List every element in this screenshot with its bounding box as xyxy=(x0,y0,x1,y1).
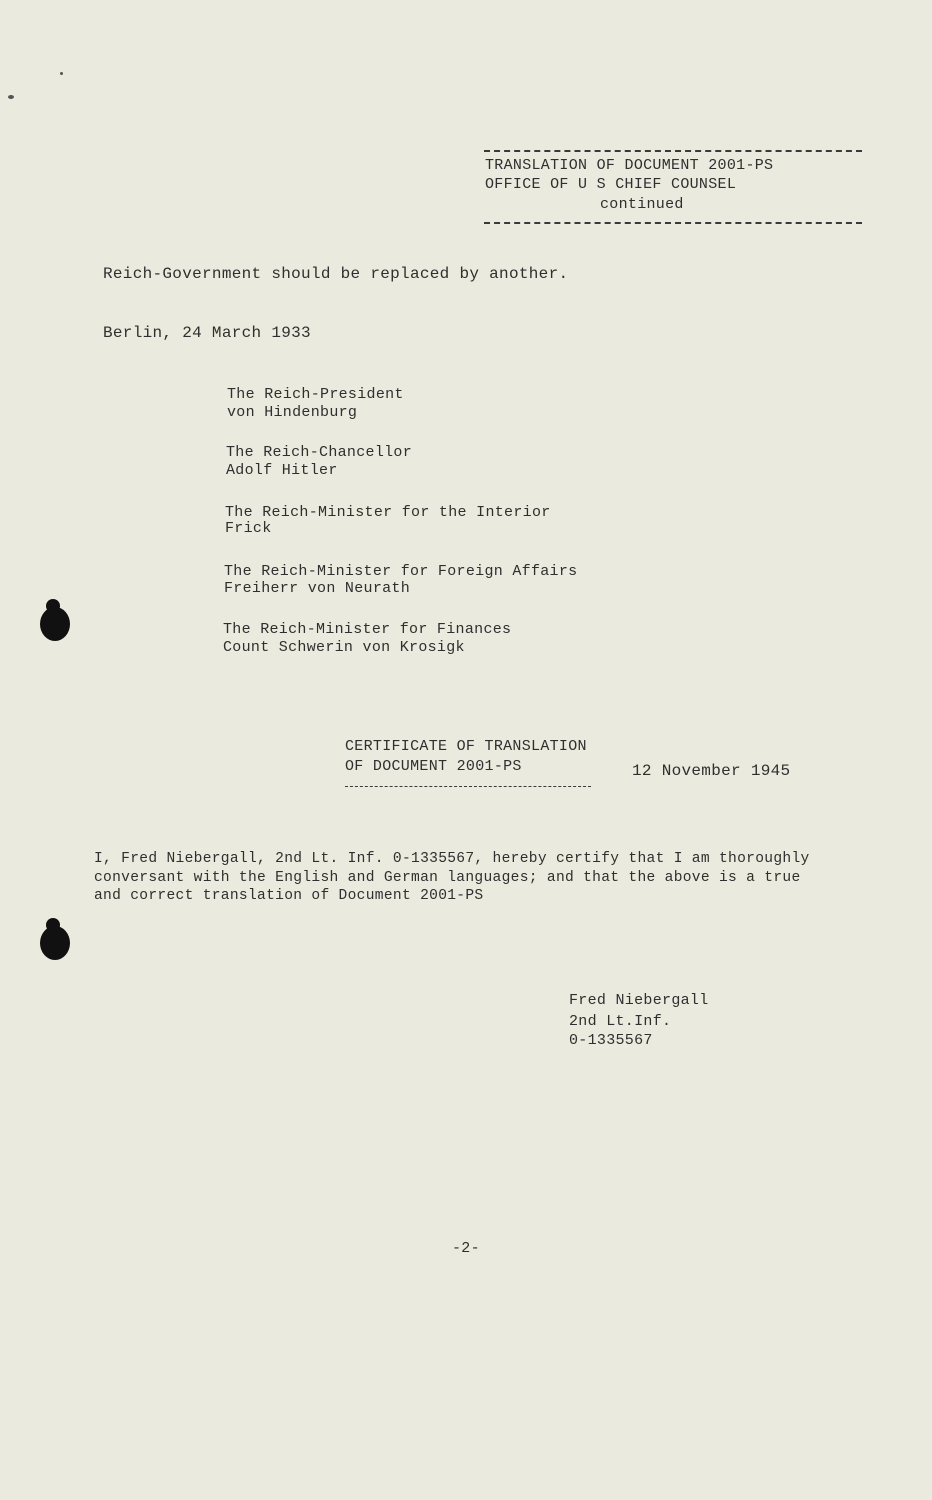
signatory-name: Freiherr von Neurath xyxy=(224,580,411,597)
page-number: -2- xyxy=(452,1240,480,1257)
header-rule-bottom xyxy=(484,222,862,224)
ink-speck xyxy=(60,72,63,75)
header-rule-top xyxy=(484,150,862,152)
signatory-name: Frick xyxy=(225,520,272,537)
punch-hole-lower xyxy=(40,926,70,960)
header-office: OFFICE OF U S CHIEF COUNSEL xyxy=(485,176,737,193)
signatory-name: von Hindenburg xyxy=(227,404,358,421)
signature-serial: 0-1335567 xyxy=(569,1032,653,1049)
certificate-rule xyxy=(345,786,591,787)
signatory-title: The Reich-Chancellor xyxy=(226,444,413,461)
certificate-text-line1: I, Fred Niebergall, 2nd Lt. Inf. 0-1335567, hereby certify that I am thoroughly xyxy=(94,851,810,867)
continuation-text: Reich-Government should be replaced by another. xyxy=(103,265,569,283)
certificate-document: OF DOCUMENT 2001-PS xyxy=(345,758,522,775)
certificate-date: 12 November 1945 xyxy=(632,762,791,780)
signatory-title: The Reich-Minister for Finances xyxy=(223,621,512,638)
certificate-text-line3: and correct translation of Document 2001-PS xyxy=(94,888,484,904)
signatory-title: The Reich-President xyxy=(227,386,404,403)
signatory-title: The Reich-Minister for the Interior xyxy=(225,504,551,521)
header-continued: continued xyxy=(600,196,684,213)
signatory-title: The Reich-Minister for Foreign Affairs xyxy=(224,563,578,580)
signatory-name: Count Schwerin von Krosigk xyxy=(223,639,465,656)
ink-speck xyxy=(8,95,14,99)
signature-rank: 2nd Lt.Inf. xyxy=(569,1013,672,1030)
certificate-text-line2: conversant with the English and German languages; and that the above is a true xyxy=(94,870,801,886)
dateline: Berlin, 24 March 1933 xyxy=(103,324,311,342)
signature-name: Fred Niebergall xyxy=(569,992,709,1009)
punch-hole-upper xyxy=(40,607,70,641)
certificate-heading: CERTIFICATE OF TRANSLATION xyxy=(345,738,587,755)
signatory-name: Adolf Hitler xyxy=(226,462,338,479)
header-title: TRANSLATION OF DOCUMENT 2001-PS xyxy=(485,157,774,174)
